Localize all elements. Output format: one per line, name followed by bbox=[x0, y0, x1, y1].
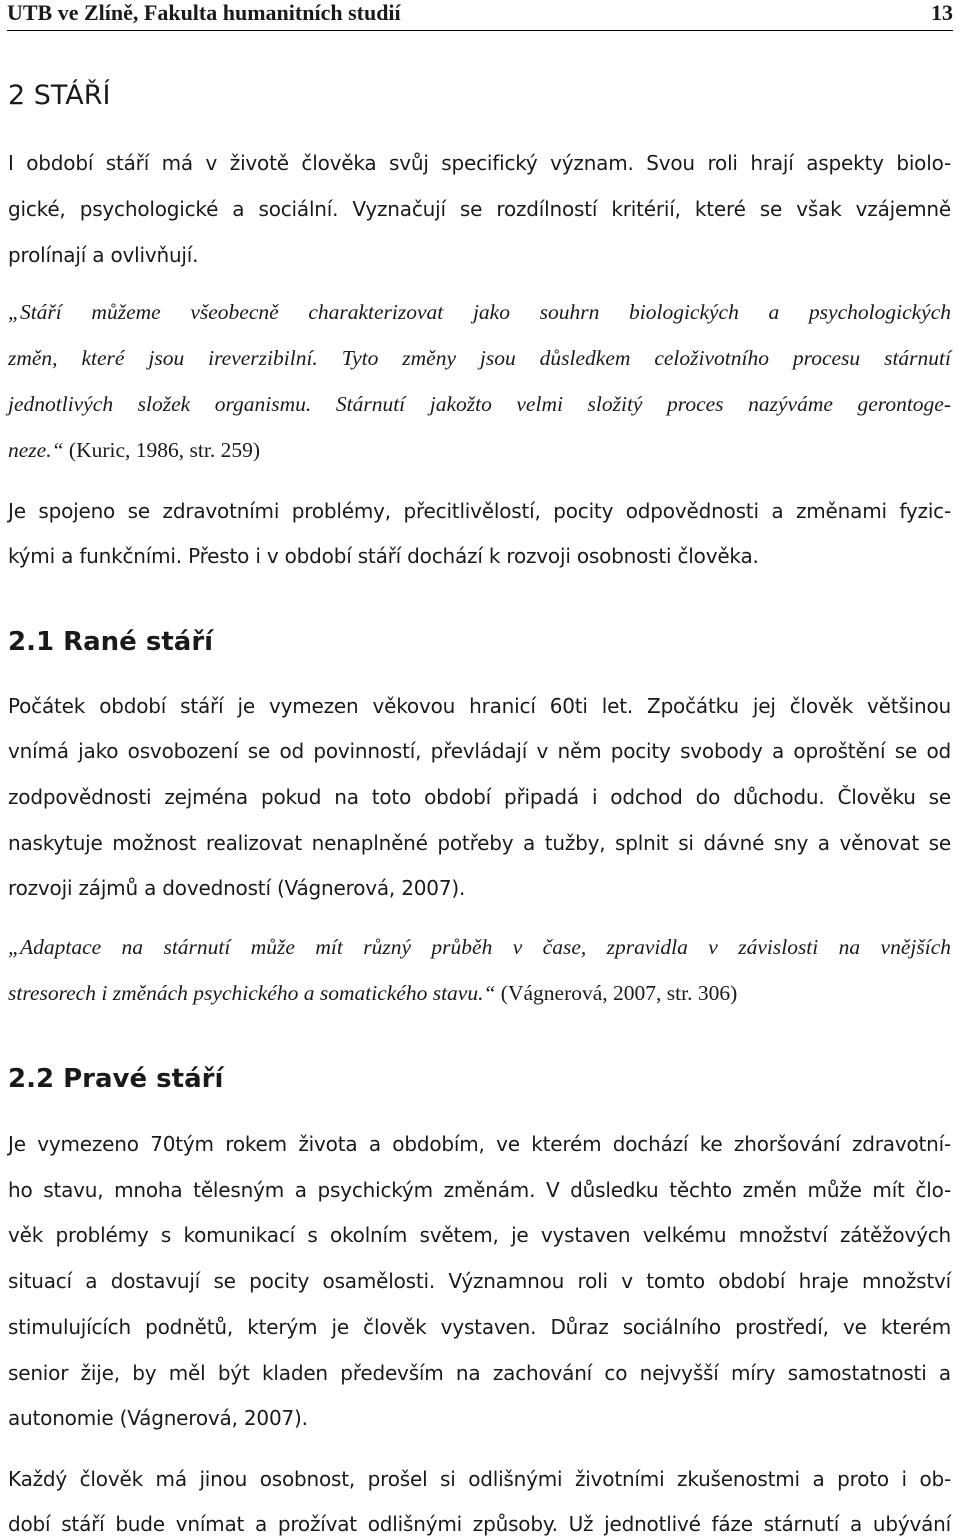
section-heading-2-2: 2.2 Pravé stáří bbox=[8, 1064, 224, 1094]
body-line: stimulujících podnětů, kterým je člověk vystaven. Důraz sociálního prostředí, ve kterém bbox=[8, 1315, 951, 1339]
body-line: situací a dostavují se pocity osamělosti. Významnou roli v tomto období hraje množství bbox=[8, 1269, 951, 1293]
body-line: ho stavu, mnoha tělesným a psychickým změnám. V důsledku těchto změn může mít člo- bbox=[8, 1178, 951, 1202]
chapter-heading: 2 STÁŘÍ bbox=[8, 80, 111, 111]
intro-line: gické, psychologické a sociální. Vyznačují se rozdílností kritérií, které se však vzájemně bbox=[8, 197, 951, 221]
body-line: věk problémy s komunikací s okolním světem, je vystaven velkému množství zátěžových bbox=[8, 1223, 951, 1247]
quote-line: „Stáří můžeme všeobecně charakterizovat jako souhrn biologických a psychologických bbox=[8, 300, 951, 324]
running-header bbox=[7, 0, 953, 31]
body-line: Každý člověk má jinou osobnost, prošel si odlišnými životními zkušenostmi a proto i ob- bbox=[8, 1467, 951, 1491]
body-line: autonomie (Vágnerová, 2007). bbox=[8, 1406, 308, 1430]
body-line: vnímá jako osvobození se od povinností, převládají v něm pocity svobody a oproštění se od bbox=[8, 739, 951, 763]
intro-line: prolínají a ovlivňují. bbox=[8, 243, 199, 267]
body-line: rozvoji zájmů a dovedností (Vágnerová, 2007). bbox=[8, 876, 466, 900]
body-line: Je vymezeno 70tým rokem života a obdobím, ve kterém dochází ke zhoršování zdravotní- bbox=[8, 1132, 951, 1156]
body-line: naskytuje možnost realizovat nenaplněné potřeby a tužby, splnit si dávné sny a věnovat se bbox=[8, 831, 951, 855]
quote-citation: (Vágnerová, 2007, str. 306) bbox=[495, 981, 738, 1005]
body-line: zodpovědnosti zejména pokud na toto období připadá i odchod do důchodu. Člověku se bbox=[8, 785, 951, 809]
body-line: Počátek období stáří je vymezen věkovou hranicí 60ti let. Zpočátku jej člověk většinou bbox=[8, 694, 951, 718]
section-heading-2-1: 2.1 Rané stáří bbox=[8, 627, 214, 657]
quote-end: stresorech i změnách psychického a somatického stavu.“ bbox=[8, 981, 496, 1005]
quote-end: neze.“ bbox=[8, 438, 64, 462]
intro-line: I období stáří má v životě člověka svůj specifický význam. Svou roli hrají aspekty biolo- bbox=[8, 151, 951, 175]
quote-line: „Adaptace na stárnutí může mít různý průběh v čase, zpravidla v závislosti na vnějších bbox=[8, 935, 951, 959]
header-title: UTB ve Zlíně, Fakulta humanitních studií bbox=[7, 0, 401, 25]
body-line: senior žije, by měl být kladen především na zachování co nejvyšší míry samostatnosti a bbox=[8, 1361, 951, 1385]
page-number: 13 bbox=[931, 0, 953, 25]
quote-line: jednotlivých složek organismu. Stárnutí jakožto velmi složitý proces nazýváme gerontoge- bbox=[8, 392, 951, 416]
body-line: dobí stáří bude vnímat a prožívat odlišnými způsoby. Už jednotlivé fáze stárnutí a ubývání bbox=[8, 1512, 951, 1536]
quote-line bbox=[8, 979, 737, 1007]
body-line: kými a funkčními. Přesto i v období stáří dochází k rozvoji osobnosti člověka. bbox=[8, 544, 759, 568]
quote-line: změn, které jsou ireverzibilní. Tyto změny jsou důsledkem celoživotního procesu stárnutí bbox=[8, 346, 951, 370]
quote-citation: (Kuric, 1986, str. 259) bbox=[63, 438, 261, 462]
quote-line bbox=[8, 436, 260, 464]
body-line: Je spojeno se zdravotními problémy, přecitlivělostí, pocity odpovědnosti a změnami fyzic- bbox=[8, 499, 951, 523]
